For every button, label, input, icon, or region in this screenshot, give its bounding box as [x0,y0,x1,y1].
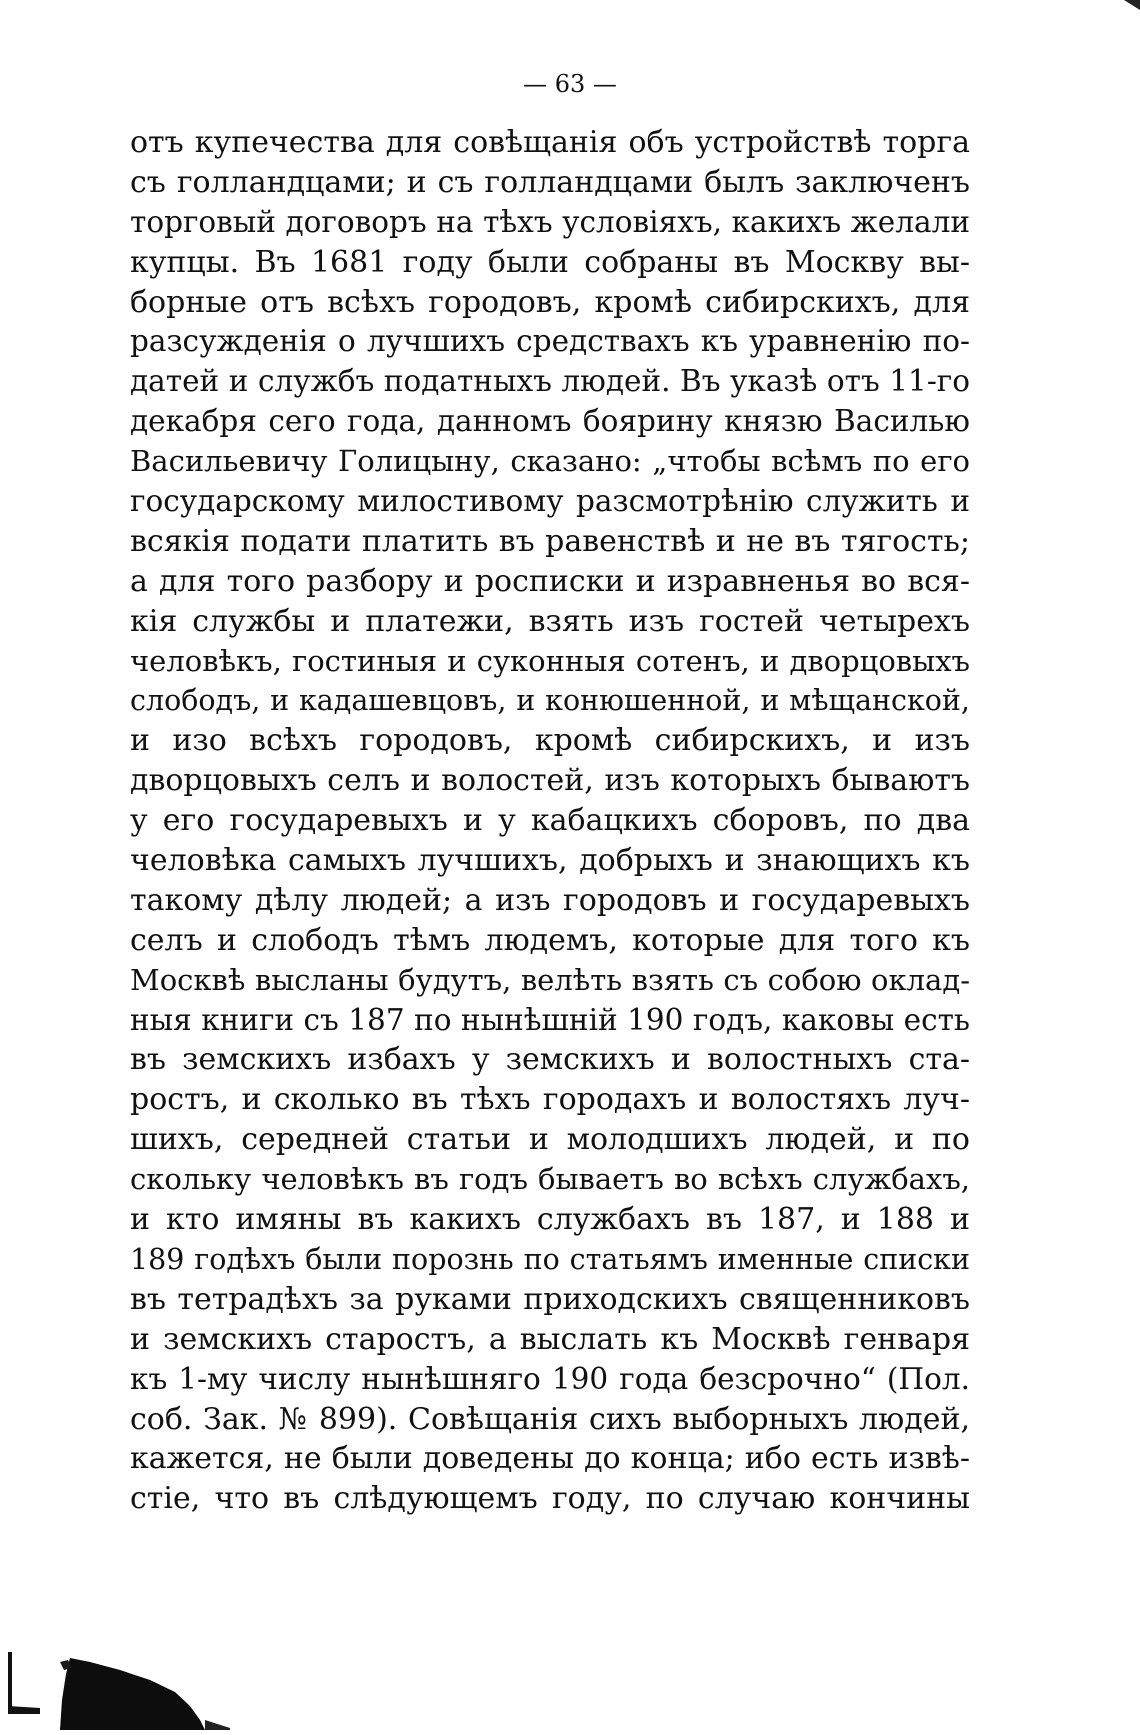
text-line: дворцовыхъ селъ и волостей, изъ которыхъ бываютъ [130,763,970,799]
text-line: къ 1-му числу нынѣшняго 190 года безсрочно“ (Пол. [130,1361,970,1396]
text-line: декабря сего года, данномъ боярину князю Василью [130,404,970,439]
text-line: человѣка самыхъ лучшихъ, добрыхъ и знающихъ къ [130,843,970,879]
text-line: ростъ, и сколько въ тѣхъ городахъ и волостяхъ луч- [130,1082,970,1118]
text-line: и кто имяны въ какихъ службахъ въ 187, и 188 и [130,1202,970,1238]
text-line: борные отъ всѣхъ городовъ, кромѣ сибирскихъ, для [130,284,970,320]
text-line: у его государевыхъ и у кабацкихъ сборовъ, по два [130,803,970,839]
body-text [130,123,970,1519]
text-line: всякія подати платить въ равенствѣ и не въ тягость; [130,523,970,559]
text-line: такому дѣлу людей; а изъ городовъ и государевыхъ [130,882,970,918]
text-line: торговый договоръ на тѣхъ условіяхъ, какихъ желали [130,204,970,239]
text-line: датей и службъ податныхъ людей. Въ указѣ отъ 11-го [130,364,970,399]
text-line: купцы. Въ 1681 году были собраны въ Москву вы- [130,244,970,280]
text-line: въ тетрадѣхъ за руками приходскихъ священниковъ [130,1281,970,1317]
text-line: и земскихъ старостъ, а выслать къ Москвѣ генваря [130,1321,970,1357]
text-line: кія службы и платежи, взять изъ гостей четырехъ [130,603,970,639]
text-line: а для того разбору и росписки и изравненья во вся- [130,563,970,599]
text-line: государскому милостивому разсмотрѣнію служить и [130,484,970,519]
text-line: и изо всѣхъ городовъ, кромѣ сибирскихъ, и изъ [130,723,970,759]
text-line: Васильевичу Голицыну, сказано: „чтобы всѣмъ по его [130,444,970,479]
text-line: селъ и слободъ тѣмъ людемъ, которые для того къ [130,922,970,958]
text-line: 189 годѣхъ были порознь по статьямъ именные списки [130,1242,970,1276]
text-line: скольку человѣкъ въ годъ бываетъ во всѣхъ службахъ, [130,1162,970,1197]
text-line: соб. Зак. № 899). Совѣщанія сихъ выборныхъ людей, [130,1401,970,1437]
text-line: человѣкъ, гостиныя и суконныя сотенъ, и дворцовыхъ [130,643,970,678]
text-line: кажется, не были доведены до конца; ибо есть извѣ- [130,1441,970,1477]
text-line: въ земскихъ избахъ у земскихъ и волостныхъ ста- [130,1042,970,1078]
text-line: слободъ, и кадашевцовъ, и конюшенной, и мѣщанской, [130,684,970,718]
scan-artifact-mark [0,1650,230,1730]
text-line: шихъ, середней статьи и молодшихъ людей, и по [130,1122,970,1158]
text-line: съ голландцами; и съ голландцами былъ заключенъ [130,164,970,200]
text-line: разсужденія о лучшихъ средствахъ къ уравненію по- [130,324,970,359]
text-line: стіе, что въ слѣдующемъ году, по случаю кончины [130,1481,970,1517]
page-number: — 63 — [523,70,617,98]
text-line: ныя книги съ 187 по нынѣшній 190 годъ, каковы есть [130,1002,970,1037]
text-line: Москвѣ высланы будутъ, велѣть взять съ собою оклад- [130,962,970,997]
scan-corner-mark [1110,0,1140,20]
text-line: отъ купечества для совѣщанія объ устройствѣ торга [130,125,970,160]
